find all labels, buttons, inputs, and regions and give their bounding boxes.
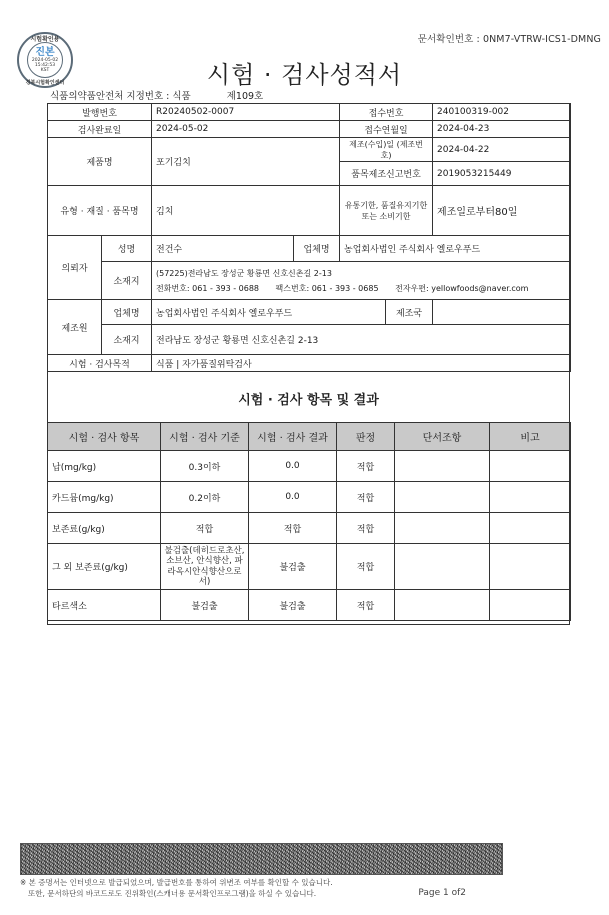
mfr-address-value: 전라남도 장성군 황룡면 신호신촌길 2-13 bbox=[152, 325, 571, 355]
client-company-label: 업체명 bbox=[294, 236, 340, 262]
item-cell: 타르색소 bbox=[48, 590, 161, 621]
col-header-note: 비고 bbox=[490, 423, 571, 451]
client-contact bbox=[152, 262, 571, 300]
proviso-cell bbox=[395, 590, 490, 621]
receipt-date-label: 접수연월일 bbox=[340, 121, 433, 138]
completed-date-value: 2024-05-02 bbox=[152, 121, 340, 138]
page-number: Page 1 of2 bbox=[418, 888, 466, 898]
col-header-proviso: 단서조항 bbox=[395, 423, 490, 451]
table-row bbox=[48, 513, 571, 544]
stamp-top-text: 시험확인용 bbox=[30, 36, 60, 43]
report-no-value: 2019053215449 bbox=[433, 162, 571, 186]
standard-cell: 불검출(데히드로초산, 소브산, 안식향산, 파라옥시안식향산으로서) bbox=[161, 544, 249, 590]
type-label: 유형 · 재질 · 품목명 bbox=[48, 186, 152, 236]
mfr-country-label: 제조국 bbox=[386, 300, 433, 325]
judgment-cell: 적합 bbox=[337, 482, 395, 513]
proviso-cell bbox=[395, 451, 490, 482]
col-header-standard: 시험 · 검사 기준 bbox=[161, 423, 249, 451]
stamp-timezone: KST bbox=[40, 68, 50, 73]
note-cell bbox=[490, 482, 571, 513]
mfr-country-value bbox=[433, 300, 571, 325]
note-cell bbox=[490, 544, 571, 590]
manufacturer-label: 제조원 bbox=[48, 300, 102, 355]
client-contact-line bbox=[156, 281, 566, 296]
purpose-value: 식품 | 자가품질위탁검사 bbox=[152, 355, 571, 372]
standard-cell: 0.2이하 bbox=[161, 482, 249, 513]
product-name-label: 제품명 bbox=[48, 138, 152, 186]
item-cell: 그 외 보존료(g/kg) bbox=[48, 544, 161, 590]
info-table bbox=[47, 103, 571, 372]
col-header-judgment: 판정 bbox=[337, 423, 395, 451]
issue-no-value: R20240502-0007 bbox=[152, 104, 340, 121]
type-value: 김치 bbox=[152, 186, 340, 236]
item-cell: 납(mg/kg) bbox=[48, 451, 161, 482]
standard-cell: 불검출 bbox=[161, 590, 249, 621]
table-row bbox=[48, 451, 571, 482]
expiry-label-line1: 유통기한, 품질유지기한 bbox=[344, 200, 428, 210]
footer-note-line1: ※ 본 증명서는 인터넷으로 발급되었으며, 발급번호를 통하여 위변조 여부를 확인할 수 있습니다. bbox=[20, 878, 333, 887]
results-section-title: 시험 · 검사 항목 및 결과 bbox=[238, 393, 379, 408]
receipt-date-value: 2024-04-23 bbox=[433, 121, 571, 138]
expiry-label bbox=[340, 186, 433, 236]
report-no-label: 품목제조신고번호 bbox=[340, 162, 433, 186]
client-label: 의뢰자 bbox=[48, 236, 102, 300]
results-table bbox=[47, 422, 571, 621]
result-cell: 0.0 bbox=[249, 482, 337, 513]
proviso-cell bbox=[395, 513, 490, 544]
result-cell: 불검출 bbox=[249, 544, 337, 590]
result-cell: 적합 bbox=[249, 513, 337, 544]
standard-cell: 0.3이하 bbox=[161, 451, 249, 482]
purpose-label: 시험 · 검사목적 bbox=[48, 355, 152, 372]
client-company-value: 농업회사법인 주식회사 옐로우푸드 bbox=[340, 236, 571, 262]
stamp-time: 15:42:53 bbox=[34, 63, 56, 68]
footer-note-line2: 또한, 문서하단의 바코드로도 진위확인(스캐너용 문서확인프로그램)을 하실 수 있습니다. bbox=[28, 889, 317, 898]
expiry-value: 제조일로부터80일 bbox=[433, 186, 571, 236]
client-address-label: 소재지 bbox=[102, 262, 152, 300]
client-fax: 팩스번호: 061 - 393 - 0685 bbox=[275, 283, 379, 293]
footer-note bbox=[20, 877, 333, 899]
table-row bbox=[48, 590, 571, 621]
completed-date-label: 검사완료일 bbox=[48, 121, 152, 138]
judgment-cell: 적합 bbox=[337, 590, 395, 621]
col-header-item: 시험 · 검사 항목 bbox=[48, 423, 161, 451]
table-row bbox=[48, 482, 571, 513]
result-cell: 0.0 bbox=[249, 451, 337, 482]
standard-cell: 적합 bbox=[161, 513, 249, 544]
judgment-cell: 적합 bbox=[337, 544, 395, 590]
security-barcode bbox=[20, 843, 503, 875]
designation-number: 제109호 bbox=[226, 91, 264, 102]
mfr-company-value: 농업회사법인 주식회사 옐로우푸드 bbox=[152, 300, 386, 325]
designation-label: 식품의약품안전처 지정번호 : 식품 bbox=[50, 91, 191, 102]
item-cell: 보존료(g/kg) bbox=[48, 513, 161, 544]
mfr-company-label: 업체명 bbox=[102, 300, 152, 325]
expiry-label-line2: 또는 소비기한 bbox=[361, 211, 411, 221]
stamp-main-text: 진본 bbox=[35, 47, 55, 58]
receipt-no-label: 접수번호 bbox=[340, 104, 433, 121]
note-cell bbox=[490, 451, 571, 482]
stamp-bottom-text: 경북시험확인센터 bbox=[25, 80, 65, 86]
stamp-date: 2024-05-02 bbox=[31, 58, 59, 63]
issue-no-label: 발행번호 bbox=[48, 104, 152, 121]
client-name-label: 성명 bbox=[102, 236, 152, 262]
mfg-date-label: 제조(수입)일 (제조번호) bbox=[340, 138, 433, 162]
document-confirmation-number: 문서확인번호 : 0NM7-VTRW-ICS1-DMNG bbox=[417, 34, 601, 45]
client-phone: 전화번호: 061 - 393 - 0688 bbox=[156, 283, 259, 293]
note-cell bbox=[490, 590, 571, 621]
results-header-row bbox=[48, 423, 571, 451]
col-header-result: 시험 · 검사 결과 bbox=[249, 423, 337, 451]
mfg-date-value: 2024-04-22 bbox=[433, 138, 571, 162]
client-email: 전자우편: yellowfoods@naver.com bbox=[395, 283, 529, 293]
table-row bbox=[48, 544, 571, 590]
result-cell: 불검출 bbox=[249, 590, 337, 621]
judgment-cell: 적합 bbox=[337, 451, 395, 482]
receipt-no-value: 240100319-002 bbox=[433, 104, 571, 121]
product-name-value: 포기김치 bbox=[152, 138, 340, 186]
note-cell bbox=[490, 513, 571, 544]
designation-line bbox=[50, 88, 263, 102]
client-address-value: (57225)전라남도 장성군 황룡면 신호신촌길 2-13 bbox=[156, 268, 332, 278]
mfr-address-label: 소재지 bbox=[102, 325, 152, 355]
item-cell: 카드뮴(mg/kg) bbox=[48, 482, 161, 513]
proviso-cell bbox=[395, 482, 490, 513]
judgment-cell: 적합 bbox=[337, 513, 395, 544]
proviso-cell bbox=[395, 544, 490, 590]
page-title: 시험 · 검사성적서 bbox=[206, 61, 403, 89]
client-name-value: 전건수 bbox=[152, 236, 294, 262]
